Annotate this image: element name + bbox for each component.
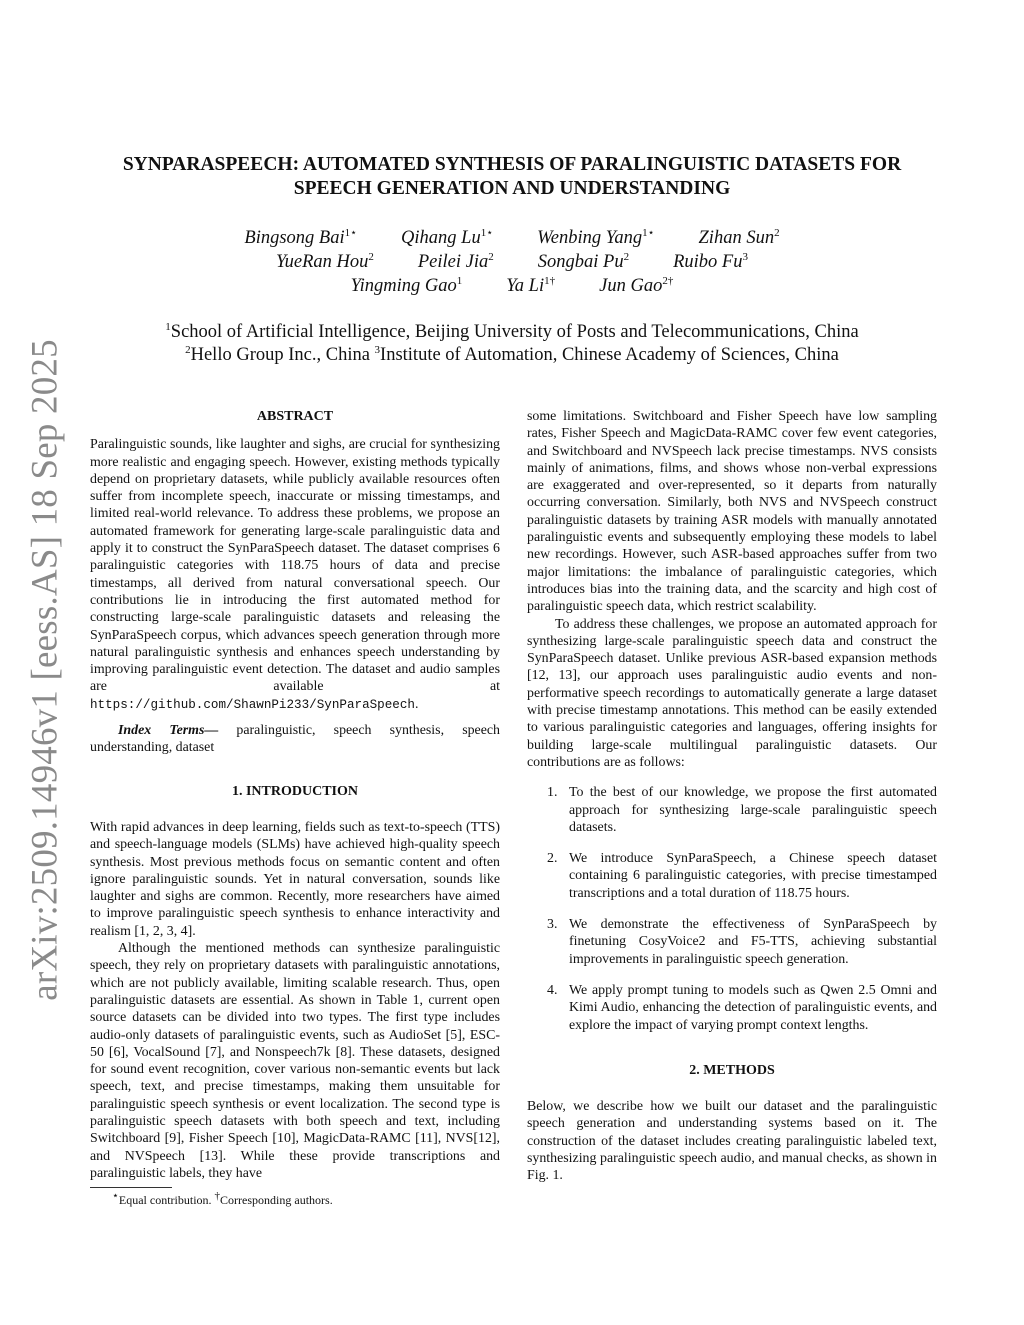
intro-paragraph-3: some limitations. Switchboard and Fisher Speech have low sampling rates, Fisher Speech and MagicData-RAMC cover few event categories, and Switchboard and NVSpeech lack precise timestamps. NVS consists mainly of animations, films, and shows whose non-verbal expressions are exaggerated and over-represented, so it departs from naturally occurring conversation. Similarly, both NVS and NVSpeech construct paralinguistic datasets by training ASR models with manually annotated paralinguistic events and subsequently employing these models to label new recordings. However, such ASR-based approaches suffer from two major limitations: the imbalance of paralinguistic categories, which introduces bias into the training data, and the scarcity and high cost of paralinguistic speech data, which restrict scalability. — [527, 409, 937, 615]
author-row — [90, 250, 934, 274]
author: Wenbing Yang$^{1⋆}$ — [537, 226, 655, 248]
intro-paragraph-2: Although the mentioned methods can synthesize paralinguistic speech, they rely on proprietary datasets with paralinguistic annotations, which are not publicly available, limiting scalable research. Thus, open paralinguistic datasets are essential. As shown in Table 1, current open source datasets can be divided into two types. The first type includes audio-only datasets of paralinguistic events, such as AudioSet [5], ESC-50 [6], VocalSound [7], and Nonspeech7k [8]. These datasets, designed for sound event recognition, cover various non-semantic events but lack speech, text, and precise timestamps, making them unsuitable for paralinguistic speech synthesis or event localization. The second type is paralinguistic speech datasets with both speech and text, including Switchboard [9], Fisher Speech [10], MagicData-RAMC [11], NVS[12], and NVSpeech [13]. While these provide transcriptions and paralinguistic labels, they have — [90, 941, 500, 1181]
author: Jun Gao$^{2\dagger}$ — [599, 274, 674, 296]
author: Ruibo Fu$^3$ — [673, 250, 748, 272]
author: Ya $Li^{1\dagger}$ — [506, 274, 556, 296]
footnote-rule — [90, 1187, 172, 1188]
author: Yingming Gao$^1$ — [350, 274, 463, 296]
author-list — [90, 226, 934, 298]
abstract-text: Paralinguistic sounds, like laughter and sighs, are crucial for synthesizing more realistic and engaging speech. However, existing methods typically depend on proprietary datasets, while publicly available resources often suffer from incomplete speech, inaccurate or missing timestamps, and limited real-world relevance. To address these problems, we propose an automated framework for generating large-scale paralinguistic data and apply it to construct the SynParaSpeech dataset. The dataset comprises 6 paralinguistic categories with 118.75 hours of data and precise timestamps, all derived from natural conversational speech. Our contributions lie in introducing the first automated method for constructing large-scale paralinguistic datasets and releasing the SynParaSpeech corpus, which advances speech generation through more natural paralinguistic synthesis and enhances speech understanding by improving paralinguistic event detection. The dataset and audio samples are available at https://github.com/ShawnPi233/SynParaSpeech. — [90, 437, 500, 712]
abstract-heading: ABSTRACT — [256, 409, 334, 424]
title-line-1: SYNPARASPEECH: AUTOMATED SYNTHESIS OF PARALINGUISTIC DATASETS FOR — [122, 154, 902, 175]
list-item: 2. We introduce SynParaSpeech, a Chinese speech dataset containing 6 paralinguistic categories, with precise timestamped transcriptions and a total duration of 118.75 hours. — [547, 851, 937, 901]
methods-paragraph-1: Below, we describe how we built our dataset and the paralinguistic speech generation and understanding systems based on it. The construction of the dataset includes creating paralinguistic labeled text, synthesizing paralinguistic speech audio, and manual checks, as shown in Fig. 1. — [527, 1099, 937, 1184]
author-row — [90, 226, 934, 250]
dataset-url[interactable]: https://github.com/ShawnPi233/SynParaSpeech — [90, 697, 415, 712]
left-column — [90, 408, 500, 1182]
affiliation-line-1: $^1$School of Artificial Intelligence, Beijing University of Posts and Telecommunications, China — [165, 320, 859, 342]
footnote: ⋆Equal contribution. †Corresponding authors. — [112, 1190, 333, 1207]
right-column — [527, 408, 937, 1185]
author: Qihang $Lu^{1⋆}$ — [401, 226, 494, 248]
list-item: 4. We apply prompt tuning to models such as Qwen 2.5 Omni and Kimi Audio, enhancing the detection of paralinguistic events, and explore the impact of varying prompt context lengths. — [547, 982, 937, 1033]
author: Bingsong Bai$^{1⋆}$ — [244, 226, 358, 248]
list-item: 1. To the best of our knowledge, we propose the first automated approach for synthesizing large-scale paralinguistic speech datasets. — [547, 785, 937, 835]
affiliations — [90, 321, 934, 367]
list-item: 3. We demonstrate the effectiveness of SynParaSpeech by finetuning CosyVoice2 and F5-TTS, achieving substantial improvements in paralinguistic speech generation. — [547, 917, 937, 967]
title-line-2: SPEECH GENERATION AND UNDERSTANDING — [293, 178, 731, 199]
contribution-list — [527, 784, 937, 1034]
author: Peilei Jia$^2$ — [417, 250, 494, 272]
author: Zihan Sun$^2$ — [698, 226, 780, 248]
intro-paragraph-4: To address these challenges, we propose an automated approach for synthesizing large-scale paralinguistic speech data and construct the SynParaSpeech dataset. Unlike previous ASR-based expansion methods [12, 13], our approach uses paralinguistic audio events and non-performative speech recordings to automatically generate a large dataset with precise timestamp annotations. This method can be easily extended to various paralinguistic categories and languages, offering insights for building large-scale multilingual paralinguistic datasets. Our contributions are as follows: — [527, 616, 937, 770]
intro-paragraph-1: With rapid advances in deep learning, fields such as text-to-speech (TTS) and speech-language models (SLMs) have achieved high-quality speech synthesis. Most previous methods focus on semantic content and often ignore paralinguistic sounds. Yet in natural conversation, sounds like laughter and sighs are common. Recently, more researchers have aimed to improve paralinguistic speech synthesis to enhance interactivity and realism [1, 2, 3, 4]. — [90, 819, 500, 939]
author: Songbai Pu$^2$ — [537, 250, 630, 272]
paper-title — [90, 153, 934, 201]
arxiv-identifier-sidebar — [20, 339, 70, 1001]
index-terms: Index Terms— paralinguistic, speech synthesis, speech understanding, dataset — [90, 723, 500, 756]
introduction-heading: 1. INTRODUCTION — [231, 783, 358, 799]
author-row — [90, 274, 934, 298]
affiliation-line-2: $^2$Hello Group Inc., China $^3$Institute of Automation, Chinese Academy of Sciences, China — [185, 343, 839, 365]
methods-heading: 2. METHODS — [689, 1062, 775, 1078]
arxiv-identifier: arXiv:2509.14946v1 [eess.AS] 18 Sep 2025 — [24, 339, 66, 1001]
author: YueRan Hou$^2$ — [276, 250, 374, 272]
